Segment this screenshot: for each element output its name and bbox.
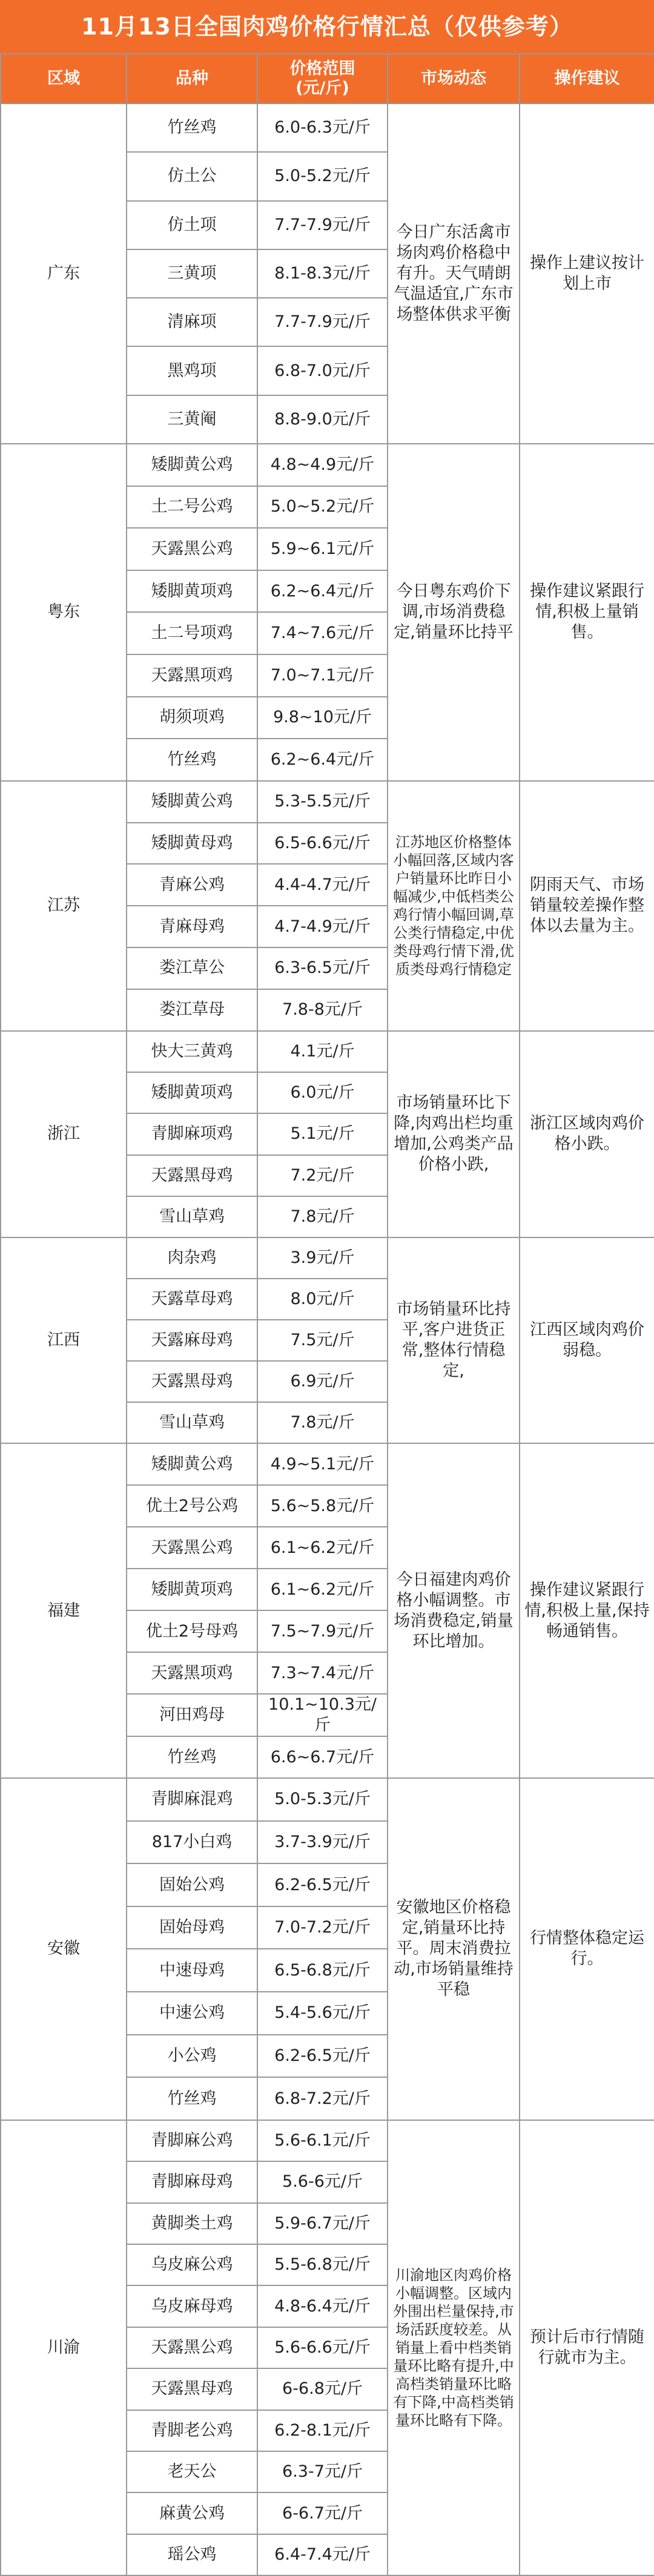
product-cell: 固始公鸡 (127, 1863, 257, 1906)
advice-cell: 阴雨天气、市场销量较差操作整体以去量为主。 (520, 781, 654, 1031)
product-cell: 青脚麻混鸡 (127, 1778, 257, 1821)
price-cell: 7.0~7.1元/斤 (257, 654, 388, 697)
market-dynamics-cell: 川渝地区肉鸡价格小幅调整。区域内外围出栏量保持,市场活跃度较差。从销量上看中档类销量环比略有提升,中高档类销量环比略有下降,中高档类销量环比略有下降。 (388, 2120, 520, 2575)
product-cell: 青脚麻公鸡 (127, 2120, 257, 2161)
product-cell: 矮脚黄公鸡 (127, 1443, 257, 1485)
product-cell: 青脚麻母鸡 (127, 2161, 257, 2202)
product-cell: 天露黑母鸡 (127, 1155, 257, 1196)
region-cell: 川渝 (1, 2120, 127, 2575)
price-table (0, 53, 654, 2576)
product-cell: 天露黑母鸡 (127, 1361, 257, 1402)
price-cell: 6.1~6.2元/斤 (257, 1569, 388, 1610)
price-cell: 6.2-6.5元/斤 (257, 2035, 388, 2078)
product-cell: 矮脚黄公鸡 (127, 444, 257, 486)
market-dynamics-cell: 今日粤东鸡价下调,市场消费稳定,销量环比持平 (388, 444, 520, 781)
price-cell: 6-6.7元/斤 (257, 2492, 388, 2534)
price-cell: 7.8元/斤 (257, 1402, 388, 1443)
product-cell: 优土2号母鸡 (127, 1610, 257, 1652)
product-cell: 小公鸡 (127, 2035, 257, 2078)
price-cell: 5.1元/斤 (257, 1113, 388, 1155)
region-cell: 江西 (1, 1237, 127, 1443)
product-cell: 快大三黄鸡 (127, 1031, 257, 1072)
product-cell: 天露黑项鸡 (127, 654, 257, 697)
market-dynamics-cell: 市场销量环比下降,肉鸡出栏均重增加,公鸡类产品价格小跌, (388, 1031, 520, 1237)
advice-cell: 操作上建议按计划上市 (520, 104, 654, 444)
product-cell: 天露黑公鸡 (127, 528, 257, 570)
product-cell: 黄脚类土鸡 (127, 2203, 257, 2244)
product-cell: 矮脚黄项鸡 (127, 570, 257, 613)
header-price: 价格范围 (元/斤) (257, 54, 388, 104)
product-cell: 优土2号公鸡 (127, 1485, 257, 1527)
price-cell: 5.6-6元/斤 (257, 2161, 388, 2202)
market-dynamics-cell: 安徽地区价格稳定,销量环比持平。周末消费拉动,市场销量维持平稳 (388, 1778, 520, 2120)
product-cell: 黑鸡项 (127, 346, 257, 395)
product-cell: 乌皮麻母鸡 (127, 2285, 257, 2327)
page-title: 11月13日全国肉鸡价格行情汇总（仅供参考） (0, 0, 654, 53)
header-region: 区域 (1, 54, 127, 104)
price-cell: 5.4-5.6元/斤 (257, 1992, 388, 2035)
market-dynamics-cell: 市场销量环比持平,客户进货正常,整体行情稳定, (388, 1237, 520, 1443)
price-cell: 7.4~7.6元/斤 (257, 612, 388, 654)
price-cell: 7.5元/斤 (257, 1320, 388, 1361)
price-cell: 4.4-4.7元/斤 (257, 864, 388, 906)
product-cell: 矮脚黄项鸡 (127, 1569, 257, 1610)
header-product: 品种 (127, 54, 257, 104)
product-cell: 瑶公鸡 (127, 2534, 257, 2575)
product-cell: 817小白鸡 (127, 1821, 257, 1864)
price-cell: 6.2~6.4元/斤 (257, 570, 388, 613)
region-cell: 安徽 (1, 1778, 127, 2120)
price-cell: 4.1元/斤 (257, 1031, 388, 1072)
price-cell: 8.0元/斤 (257, 1279, 388, 1320)
price-cell: 5.5-6.8元/斤 (257, 2244, 388, 2285)
region-cell: 福建 (1, 1443, 127, 1778)
price-cell: 5.6~5.8元/斤 (257, 1485, 388, 1527)
product-cell: 土二号公鸡 (127, 486, 257, 529)
product-cell: 天露草母鸡 (127, 1279, 257, 1320)
price-cell: 6.2-6.5元/斤 (257, 1863, 388, 1906)
product-cell: 天露黑母鸡 (127, 2368, 257, 2410)
product-cell: 麻黄公鸡 (127, 2492, 257, 2534)
price-cell: 7.7-7.9元/斤 (257, 298, 388, 346)
table-header-row (1, 54, 654, 104)
region-cell: 广东 (1, 104, 127, 444)
product-cell: 河田鸡母 (127, 1694, 257, 1736)
product-cell: 天露黑公鸡 (127, 2327, 257, 2368)
advice-cell: 操作建议紧跟行情,积极上量,保持畅通销售。 (520, 1443, 654, 1778)
table-row (1, 1778, 654, 1821)
price-cell: 6.8-7.2元/斤 (257, 2077, 388, 2120)
price-cell: 5.3-5.5元/斤 (257, 781, 388, 823)
product-cell: 竹丝鸡 (127, 1736, 257, 1778)
advice-cell: 浙江区域肉鸡价格小跌。 (520, 1031, 654, 1237)
advice-cell: 行情整体稳定运行。 (520, 1778, 654, 2120)
price-cell: 7.7-7.9元/斤 (257, 201, 388, 249)
table-row (1, 781, 654, 823)
price-cell: 6.3-6.5元/斤 (257, 947, 388, 989)
price-cell: 6.5-6.8元/斤 (257, 1949, 388, 1992)
price-cell: 5.0~5.2元/斤 (257, 486, 388, 529)
price-cell: 5.0-5.3元/斤 (257, 1778, 388, 1821)
table-body (1, 104, 654, 2575)
table-row (1, 444, 654, 486)
table-row (1, 1031, 654, 1072)
price-cell: 4.7-4.9元/斤 (257, 906, 388, 947)
product-cell: 清麻项 (127, 298, 257, 346)
price-cell: 7.5~7.9元/斤 (257, 1610, 388, 1652)
market-dynamics-cell: 今日福建肉鸡价格小幅调整。市场消费稳定,销量环比增加。 (388, 1443, 520, 1778)
price-cell: 6.5-6.6元/斤 (257, 823, 388, 865)
product-cell: 胡须项鸡 (127, 697, 257, 739)
product-cell: 矮脚黄母鸡 (127, 823, 257, 865)
price-cell: 5.0-5.2元/斤 (257, 152, 388, 200)
price-cell: 5.6-6.6元/斤 (257, 2327, 388, 2368)
table-row (1, 1237, 654, 1279)
price-cell: 6.1~6.2元/斤 (257, 1527, 388, 1569)
table-row (1, 104, 654, 152)
price-cell: 4.8-6.4元/斤 (257, 2285, 388, 2327)
advice-cell: 江西区域肉鸡价弱稳。 (520, 1237, 654, 1443)
price-cell: 5.6-6.1元/斤 (257, 2120, 388, 2161)
price-cell: 6-6.8元/斤 (257, 2368, 388, 2410)
product-cell: 仿土项 (127, 201, 257, 249)
product-cell: 青麻公鸡 (127, 864, 257, 906)
table-row (1, 2120, 654, 2161)
product-cell: 矮脚黄公鸡 (127, 781, 257, 823)
price-cell: 7.8-8元/斤 (257, 989, 388, 1031)
product-cell: 青脚麻项鸡 (127, 1113, 257, 1155)
product-cell: 天露黑公鸡 (127, 1527, 257, 1569)
price-cell: 3.7-3.9元/斤 (257, 1821, 388, 1864)
price-cell: 6.3-7元/斤 (257, 2451, 388, 2492)
product-cell: 肉杂鸡 (127, 1237, 257, 1279)
table-row (1, 1443, 654, 1485)
advice-cell: 预计后市行情随行就市为主。 (520, 2120, 654, 2575)
price-cell: 3.9元/斤 (257, 1237, 388, 1279)
product-cell: 雪山草鸡 (127, 1196, 257, 1237)
price-cell: 6.0元/斤 (257, 1072, 388, 1113)
product-cell: 三黄项 (127, 249, 257, 298)
price-cell: 6.6~6.7元/斤 (257, 1736, 388, 1778)
product-cell: 青脚老公鸡 (127, 2410, 257, 2451)
price-cell: 4.8~4.9元/斤 (257, 444, 388, 486)
product-cell: 中速公鸡 (127, 1992, 257, 2035)
product-cell: 天露黑项鸡 (127, 1652, 257, 1694)
product-cell: 中速母鸡 (127, 1949, 257, 1992)
price-cell: 8.8-9.0元/斤 (257, 395, 388, 444)
price-cell: 7.0-7.2元/斤 (257, 1906, 388, 1949)
product-cell: 娄江草公 (127, 947, 257, 989)
market-dynamics-cell: 今日广东活禽市场肉鸡价格稳中有升。天气晴朗气温适宜,广东市场整体供求平衡 (388, 104, 520, 444)
price-cell: 6.4-7.4元/斤 (257, 2534, 388, 2575)
product-cell: 青麻母鸡 (127, 906, 257, 947)
price-cell: 5.9~6.1元/斤 (257, 528, 388, 570)
region-cell: 粤东 (1, 444, 127, 781)
product-cell: 仿土公 (127, 152, 257, 200)
price-cell: 7.2元/斤 (257, 1155, 388, 1196)
price-cell: 6.2~6.4元/斤 (257, 739, 388, 781)
product-cell: 娄江草母 (127, 989, 257, 1031)
region-cell: 江苏 (1, 781, 127, 1031)
price-cell: 4.9~5.1元/斤 (257, 1443, 388, 1485)
price-cell: 6.0-6.3元/斤 (257, 104, 388, 152)
product-cell: 竹丝鸡 (127, 2077, 257, 2120)
product-cell: 老天公 (127, 2451, 257, 2492)
price-cell: 9.8~10元/斤 (257, 697, 388, 739)
product-cell: 三黄阉 (127, 395, 257, 444)
price-cell: 6.8-7.0元/斤 (257, 346, 388, 395)
price-cell: 7.3~7.4元/斤 (257, 1652, 388, 1694)
product-cell: 固始母鸡 (127, 1906, 257, 1949)
header-advice: 操作建议 (520, 54, 654, 104)
product-cell: 雪山草鸡 (127, 1402, 257, 1443)
product-cell: 竹丝鸡 (127, 739, 257, 781)
product-cell: 天露麻母鸡 (127, 1320, 257, 1361)
product-cell: 乌皮麻公鸡 (127, 2244, 257, 2285)
price-cell: 7.8元/斤 (257, 1196, 388, 1237)
product-cell: 土二号项鸡 (127, 612, 257, 654)
header-dynamics: 市场动态 (388, 54, 520, 104)
market-dynamics-cell: 江苏地区价格整体小幅回落,区域内客户销量环比昨日小幅减少,中低档类公鸡行情小幅回调,草公类行情稳定,中优类母鸡行情下滑,优质类母鸡行情稳定 (388, 781, 520, 1031)
region-cell: 浙江 (1, 1031, 127, 1237)
price-cell: 6.2-8.1元/斤 (257, 2410, 388, 2451)
product-cell: 矮脚黄项鸡 (127, 1072, 257, 1113)
price-cell: 5.9-6.7元/斤 (257, 2203, 388, 2244)
price-cell: 6.9元/斤 (257, 1361, 388, 1402)
price-cell: 8.1-8.3元/斤 (257, 249, 388, 298)
price-cell: 10.1~10.3元/斤 (257, 1694, 388, 1736)
product-cell: 竹丝鸡 (127, 104, 257, 152)
advice-cell: 操作建议紧跟行情,积极上量销售。 (520, 444, 654, 781)
